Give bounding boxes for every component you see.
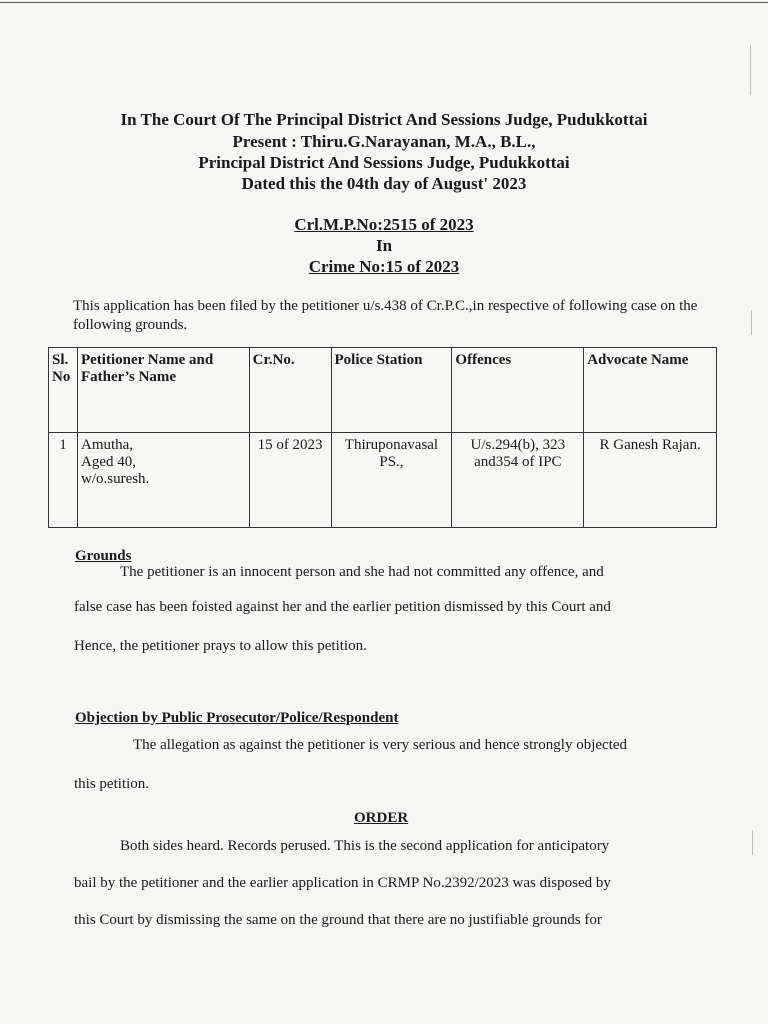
cell-police-station [331,433,452,528]
court-title: In The Court Of The Principal District And Sessions Judge, Pudukkottai [120,110,648,129]
crlmp-number: Crl.M.P.No:2515 of 2023 [294,215,474,234]
objection-line-1: The allegation as against the petitioner is very serious and hence strongly objected [133,737,628,753]
police-station-suffix: PS., [379,454,404,470]
cell-petitioner [77,433,249,528]
col-header-sl: Sl. No [49,348,78,433]
scan-top-border [0,2,768,3]
cell-sl: 1 [49,433,78,528]
offences-line2: and354 of IPC [474,454,562,470]
grounds-line-2: false case has been foisted against her and the earlier petition dismissed by this Court and [74,599,611,615]
order-heading: ORDER [354,810,409,826]
case-in: In [375,236,393,255]
petitioner-name: Amutha, [80,437,134,453]
scan-artifact [752,830,753,855]
objection-line-2: this petition. [74,776,149,792]
table-row [49,433,717,528]
table-header-row [49,348,717,433]
scan-artifact [751,310,752,335]
petitioner-relation: w/o.suresh. [80,471,150,487]
crime-number: Crime No:15 of 2023 [308,257,460,276]
grounds-heading: Grounds [75,548,132,564]
scan-artifact [750,45,751,95]
petitioner-age: Aged 40, [80,454,136,470]
intro-paragraph: This application has been filed by the petitioner u/s.438 of Cr.P.C.,in respective of following case on the following grounds. [73,298,698,333]
judge-designation: Principal District And Sessions Judge, Pudukkottai [198,153,570,172]
order-line-2: bail by the petitioner and the earlier application in CRMP No.2392/2023 was disposed by [74,875,611,891]
grounds-line-1: The petitioner is an innocent person and she had not committed any offence, and [120,564,604,580]
order-line-3: this Court by dismissing the same on the ground that there are no justifiable grounds for [74,912,602,928]
dated-line: Dated this the 04th day of August' 2023 [241,174,527,193]
offences-line1: U/s.294(b), 323 [470,437,566,453]
col-header-offences: Offences [452,348,584,433]
petition-table [48,347,717,528]
police-station-name: Thiruponavasal [344,437,439,453]
col-header-police-station: Police Station [331,348,452,433]
cell-crno: 15 of 2023 [249,433,331,528]
col-header-crno: Cr.No. [249,348,331,433]
col-header-petitioner: Petitioner Name and Father’s Name [77,348,249,433]
grounds-line-3: Hence, the petitioner prays to allow this petition. [74,638,367,654]
cell-advocate: R Ganesh Rajan. [584,433,717,528]
present-judge: Present : Thiru.G.Narayanan, M.A., B.L., [232,132,536,151]
cell-offences [452,433,584,528]
order-line-1: Both sides heard. Records perused. This is the second application for anticipatory [120,838,610,854]
objection-heading: Objection by Public Prosecutor/Police/Respondent [75,710,399,726]
col-header-advocate: Advocate Name [584,348,717,433]
